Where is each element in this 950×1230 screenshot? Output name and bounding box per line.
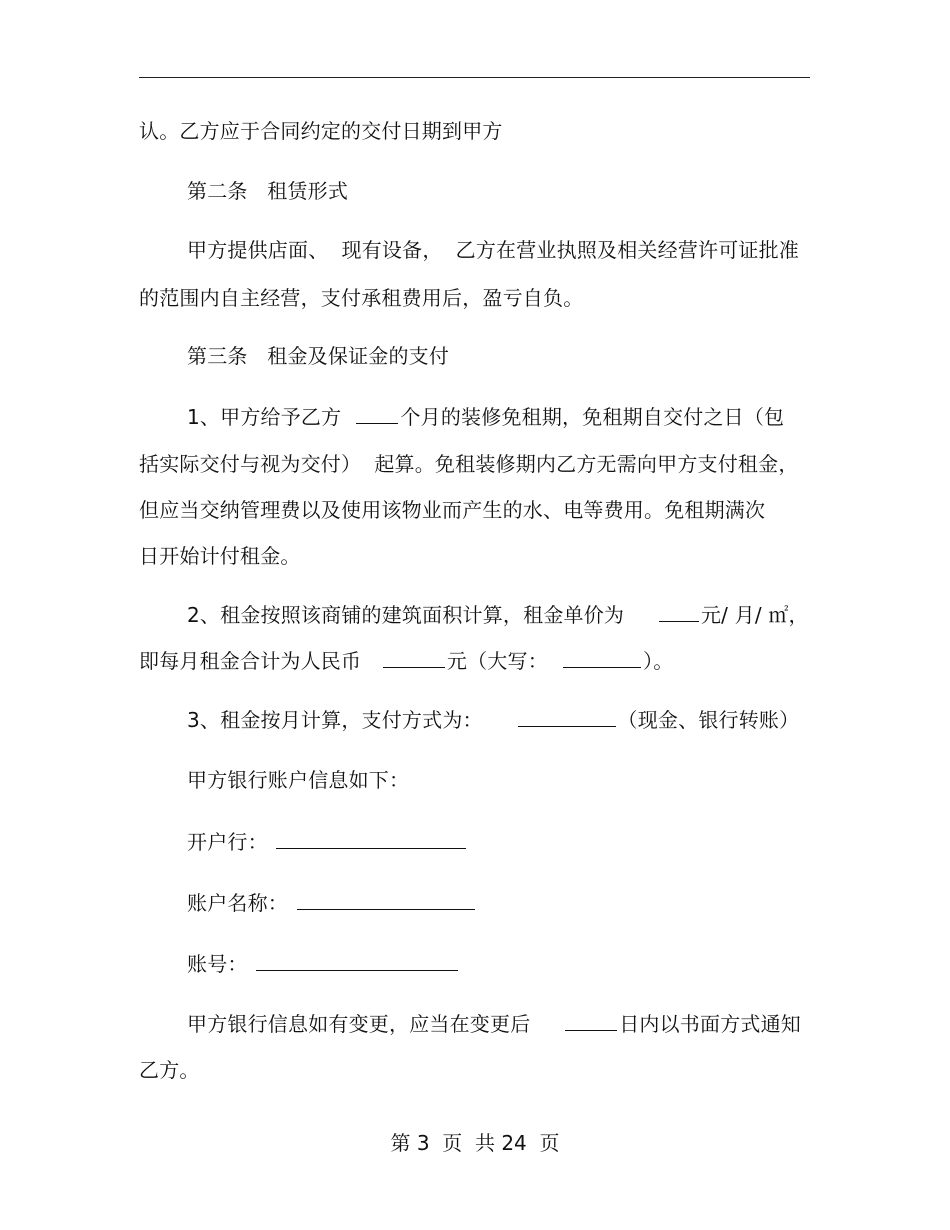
clause-text: 即每月租金合计为人民币 [139, 649, 362, 673]
unit-price-blank[interactable] [659, 601, 699, 622]
text-line: 认。乙方应于合同约定的交付日期到甲方 [139, 119, 503, 143]
bank-info-title: 甲方银行账户信息如下： [187, 768, 410, 792]
field-label: 账户名称： [187, 891, 288, 915]
clause-text: 个月的装修免租期，免租期自交付之日（包 [400, 405, 785, 429]
clause-text: 1、甲方给予乙方 [187, 405, 342, 429]
clause-2-line-2 [139, 647, 673, 674]
clause-text: 2、租金按照该商铺的建筑面积计算，租金单价为 [187, 603, 625, 627]
account-name-blank[interactable] [297, 889, 475, 910]
clause-text: 3、租金按月计算，支付方式为： [187, 708, 483, 732]
clause-text: 元（大写： [446, 649, 548, 673]
article-2-title: 第二条 租赁形式 [187, 179, 349, 203]
header-rule [139, 77, 810, 78]
clause-text: ）。 [643, 649, 674, 673]
account-name-line [187, 889, 477, 916]
text-line: 的范围内自主经营，支付承租费用后，盈亏自负。 [139, 286, 584, 310]
page-number-footer: 第 3 页 共 24 页 [390, 1131, 560, 1155]
bank-name-line [187, 828, 468, 855]
field-label: 账号： [187, 952, 248, 976]
text-line: 日开始计付租金。 [139, 544, 301, 568]
article-3-title: 第三条 租金及保证金的支付 [187, 344, 450, 368]
text-line: 括实际交付与视为交付） 起算。免租装修期内乙方无需向甲方支付租金， [139, 452, 799, 476]
clause-text: 元/ 月/ ㎡， [700, 603, 809, 627]
text-line: 乙方。 [139, 1058, 200, 1082]
rent-free-months-blank[interactable] [356, 403, 398, 424]
bank-name-blank[interactable] [276, 828, 466, 849]
account-number-blank[interactable] [256, 950, 458, 971]
clause-text: 日内以书面方式通知 [619, 1012, 802, 1036]
notice-days-blank[interactable] [565, 1010, 617, 1031]
text-line: 甲方提供店面、 现有设备， 乙方在营业执照及相关经营许可证批准 [187, 238, 800, 262]
clause-1-line [187, 403, 784, 430]
bank-change-line [187, 1010, 801, 1037]
account-number-line [187, 950, 460, 977]
text-line: 但应当交纳管理费以及使用该物业而产生的水、电等费用。免租期满次 [139, 498, 766, 522]
clause-text: （现金、银行转账） [617, 708, 800, 732]
clause-text: 甲方银行信息如有变更，应当在变更后 [187, 1012, 531, 1036]
field-label: 开户行： [187, 830, 268, 854]
payment-method-blank[interactable] [518, 706, 616, 727]
rent-in-words-blank[interactable] [563, 647, 641, 668]
monthly-rent-blank[interactable] [383, 647, 445, 668]
clause-2-line [187, 601, 809, 628]
clause-3-line [187, 706, 799, 733]
